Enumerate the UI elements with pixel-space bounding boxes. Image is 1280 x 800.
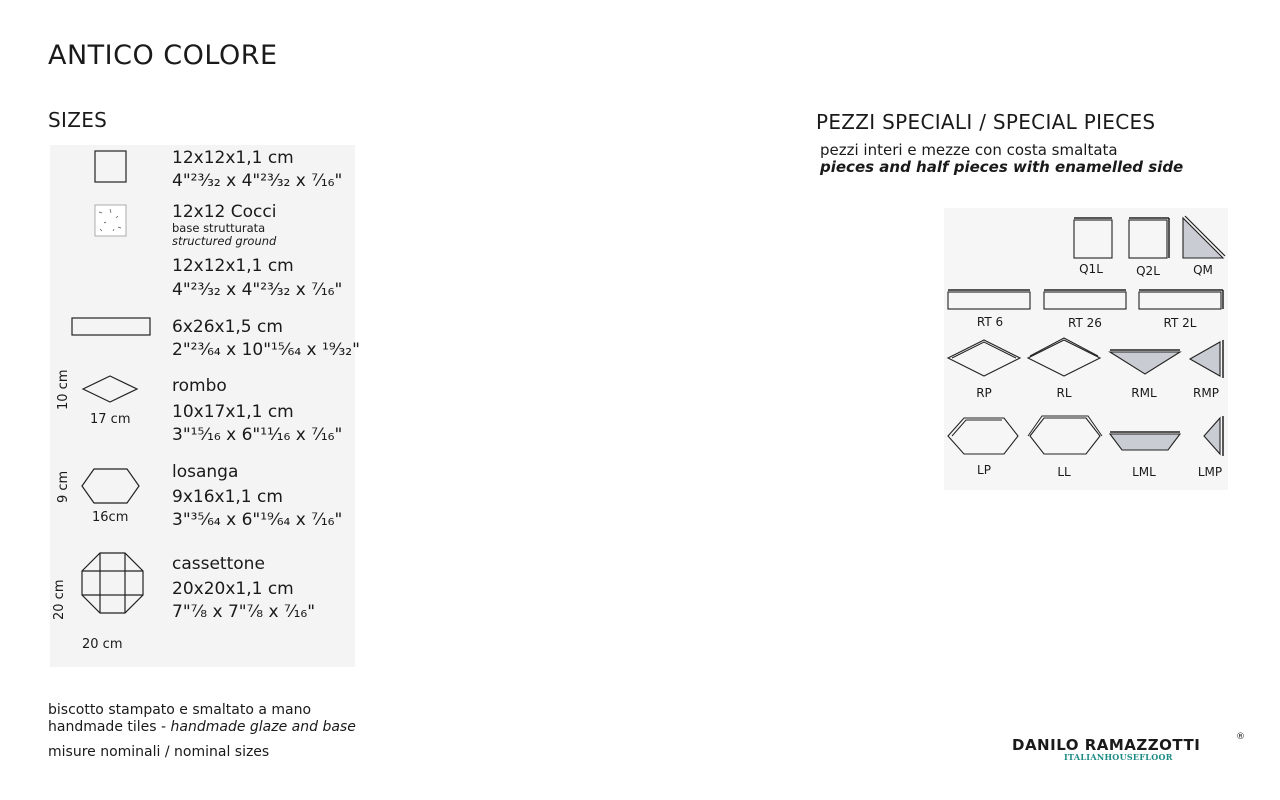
lmp-piece-icon — [1204, 416, 1223, 456]
q2l-piece-icon — [1129, 218, 1169, 258]
size-3-line2: 2"²³⁄₆₄ x 10"¹⁵⁄₆₄ x ¹⁹⁄₃₂" — [172, 340, 360, 360]
size-2-line2: 12x12x1,1 cm — [172, 256, 294, 276]
label-ll: LL — [1057, 465, 1071, 479]
cassettone-dim-horizontal: 20 cm — [82, 637, 123, 652]
label-rml: RML — [1131, 386, 1157, 400]
cassettone-dim-vertical: 20 cm — [52, 579, 67, 620]
size-3-line1: 6x26x1,5 cm — [172, 317, 283, 337]
rt6-piece-icon — [948, 290, 1030, 309]
label-lml: LML — [1132, 465, 1156, 479]
rl-piece-icon — [1028, 338, 1100, 376]
size-6-line1: 20x20x1,1 cm — [172, 579, 294, 599]
size-1-line1: 12x12x1,1 cm — [172, 148, 294, 168]
size-5-line2: 3"³⁵⁄₆₄ x 6"¹⁹⁄₆₄ x ⁷⁄₁₆" — [172, 510, 343, 530]
losanga-dim-vertical: 9 cm — [56, 470, 71, 503]
rectangle-tile-icon — [72, 318, 150, 335]
rmp-piece-icon — [1190, 340, 1223, 378]
footer-line1: biscotto stampato e smaltato a mano — [48, 702, 312, 718]
size-2-line-a: base strutturata — [172, 221, 266, 235]
sizes-heading: SIZES — [48, 108, 108, 132]
size-2-line3: 4"²³⁄₃₂ x 4"²³⁄₃₂ x ⁷⁄₁₆" — [172, 280, 343, 300]
label-rt2l: RT 2L — [1163, 316, 1197, 330]
footer-line3: misure nominali / nominal sizes — [48, 744, 270, 760]
rp-piece-icon — [948, 340, 1020, 376]
qm-piece-icon — [1183, 216, 1225, 258]
size-4-line1: 10x17x1,1 cm — [172, 402, 294, 422]
rml-piece-icon — [1110, 350, 1180, 374]
size-5-name: losanga — [172, 462, 239, 482]
brand-logo — [1012, 732, 1245, 764]
footer-line2-b: handmade glaze and base — [170, 719, 356, 735]
logo-registered-mark: ® — [1236, 732, 1245, 742]
label-q2l: Q2L — [1136, 264, 1160, 278]
size-4-name: rombo — [172, 376, 227, 396]
size-4-line2: 3"¹⁵⁄₁₆ x 6"¹¹⁄₁₆ x ⁷⁄₁₆" — [172, 425, 343, 445]
losanga-dim-horizontal: 16cm — [92, 510, 129, 525]
label-rt26: RT 26 — [1068, 316, 1102, 330]
size-2-line-b: structured ground — [172, 234, 277, 248]
label-rl: RL — [1056, 386, 1072, 400]
losanga-tile-icon — [82, 469, 139, 503]
logo-sub-text: ITALIANHOUSEFLOOR — [1064, 752, 1173, 762]
cassettone-tile-icon — [82, 553, 143, 613]
footer-line2 — [48, 719, 356, 735]
label-lp: LP — [977, 463, 991, 477]
special-pieces-subtitle-it: pezzi interi e mezze con costa smaltata — [820, 141, 1118, 159]
footer-line2-a: handmade tiles - — [48, 719, 171, 735]
rombo-tile-icon — [83, 376, 137, 402]
rt2l-piece-icon — [1139, 290, 1223, 309]
label-qm: QM — [1193, 263, 1213, 277]
ll-piece-icon — [1028, 416, 1102, 454]
lml-piece-icon — [1110, 432, 1180, 450]
rt26-piece-icon — [1044, 290, 1126, 309]
label-rp: RP — [976, 386, 992, 400]
special-pieces-heading: PEZZI SPECIALI / SPECIAL PIECES — [816, 110, 1156, 134]
label-lmp: LMP — [1197, 465, 1223, 479]
special-pieces-shapes — [940, 210, 1240, 490]
label-q1l: Q1L — [1079, 262, 1103, 276]
label-rmp: RMP — [1193, 386, 1219, 400]
rombo-dim-vertical: 10 cm — [56, 369, 71, 410]
lp-piece-icon — [948, 418, 1018, 454]
square-tile-icon — [95, 151, 126, 182]
size-6-line2: 7"⁷⁄₈ x 7"⁷⁄₈ x ⁷⁄₁₆" — [172, 602, 316, 622]
size-6-name: cassettone — [172, 554, 265, 574]
label-rt6: RT 6 — [976, 315, 1004, 329]
size-1-line2: 4"²³⁄₃₂ x 4"²³⁄₃₂ x ⁷⁄₁₆" — [172, 171, 343, 191]
page-title: ANTICO COLORE — [48, 40, 278, 71]
rombo-dim-horizontal: 17 cm — [90, 412, 131, 427]
q1l-piece-icon — [1074, 218, 1112, 258]
size-2-line1: 12x12 Cocci — [172, 202, 277, 222]
size-5-line1: 9x16x1,1 cm — [172, 487, 283, 507]
logo-main-text: DANILO RAMAZZOTTI — [1012, 736, 1201, 754]
special-pieces-subtitle-en: pieces and half pieces with enamelled side — [820, 158, 1184, 176]
